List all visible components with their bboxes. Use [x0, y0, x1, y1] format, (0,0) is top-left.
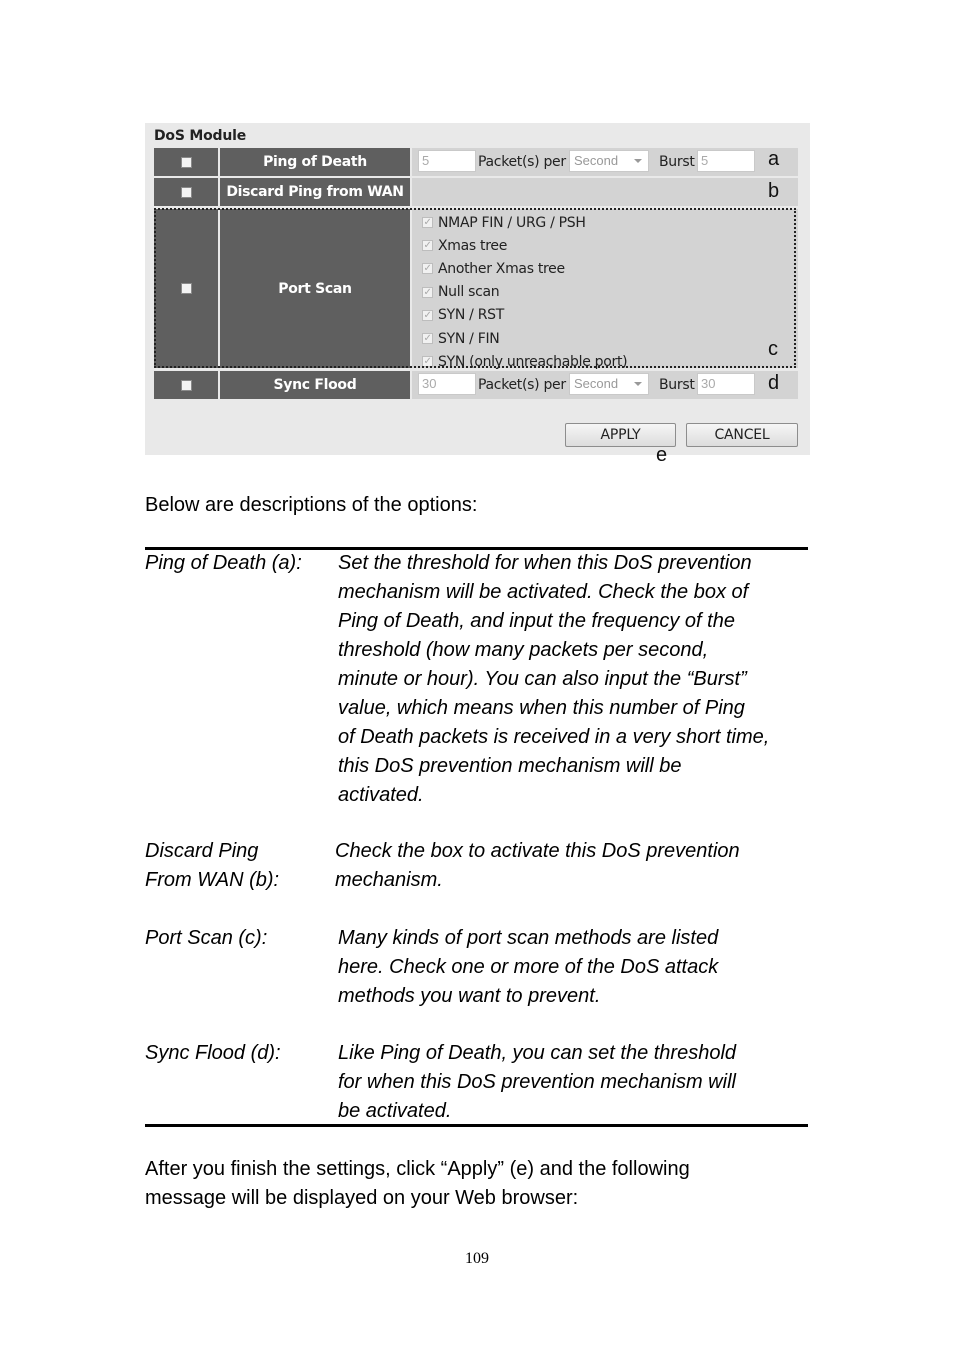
check-icon: ✓ — [423, 356, 432, 368]
port-scan-checkbox[interactable] — [181, 283, 192, 294]
outro-text: After you finish the settings, click “Apply” (e) and the following message will be displayed on your Web browser: — [145, 1158, 690, 1209]
term-discard-ping: Discard Ping From WAN (b): — [145, 840, 280, 891]
row-sync-flood — [154, 371, 798, 399]
ping-unit-select[interactable]: Second — [569, 150, 649, 172]
desc-ping-of-death: Set the threshold for when this DoS prevention mechanism will be activated. Check the box of Ping of Death, and input the frequency of the threshold (how many packets per second, minute or hour). You can also input the “Burst” value, which means when this number of Ping of Death packets is received in a very short time, this DoS prevention mechanism will be activated. — [338, 552, 770, 806]
sync-burst-label: Burst — [659, 377, 695, 393]
scan-option[interactable]: ✓ SYN / RST — [423, 307, 504, 324]
term-port-scan: Port Scan (c): — [145, 927, 268, 949]
check-icon: ✓ — [423, 263, 432, 275]
sync-packets-input[interactable]: 30 — [418, 373, 476, 395]
check-icon: ✓ — [423, 309, 432, 321]
scan-option[interactable]: ✓ Null scan — [423, 284, 500, 301]
discard-ping-label: Discard Ping from WAN — [220, 178, 410, 206]
desc-port-scan: Many kinds of port scan methods are listed here. Check one or more of the DoS attack methods you want to prevent. — [338, 927, 719, 1007]
ping-of-death-checkbox[interactable] — [181, 157, 192, 168]
cancel-button[interactable]: CANCEL — [686, 423, 798, 447]
ping-per-label: Packet(s) per — [478, 154, 566, 170]
intro-text: Below are descriptions of the options: — [145, 494, 478, 516]
page-number: 109 — [465, 1250, 489, 1267]
ping-packets-input[interactable]: 5 — [418, 150, 476, 172]
ping-burst-label: Burst — [659, 154, 695, 170]
sync-flood-label: Sync Flood — [220, 371, 410, 399]
row-discard-ping — [154, 178, 798, 206]
row-ping-of-death — [154, 148, 798, 176]
check-icon: ✓ — [423, 217, 432, 229]
scan-option[interactable]: ✓ SYN (only unreachable port) — [423, 353, 628, 370]
sync-per-label: Packet(s) per — [478, 377, 566, 393]
callout-c: c — [768, 338, 778, 360]
scan-option[interactable]: ✓ Another Xmas tree — [423, 260, 565, 277]
ping-of-death-label: Ping of Death — [220, 148, 410, 176]
dos-module-panel — [145, 123, 810, 466]
sync-burst-input[interactable]: 30 — [697, 373, 755, 395]
term-sync-flood: Sync Flood (d): — [145, 1042, 281, 1064]
scan-option[interactable]: ✓ SYN / FIN — [423, 330, 500, 347]
ping-burst-input[interactable]: 5 — [697, 150, 755, 172]
desc-discard-ping: Check the box to activate this DoS prevention mechanism. — [335, 840, 740, 891]
check-icon: ✓ — [423, 286, 432, 298]
discard-ping-checkbox[interactable] — [181, 187, 192, 198]
port-scan-options — [422, 211, 627, 373]
scan-option[interactable]: ✓ NMAP FIN / URG / PSH — [423, 214, 586, 231]
row-port-scan — [154, 209, 798, 368]
apply-button[interactable]: APPLY — [565, 423, 676, 447]
table-bottom-rule — [145, 1124, 808, 1127]
panel-title: DoS Module — [154, 128, 247, 144]
chevron-down-icon — [634, 159, 642, 163]
sync-flood-checkbox[interactable] — [181, 380, 192, 391]
callout-d: d — [768, 372, 780, 394]
desc-sync-flood: Like Ping of Death, you can set the threshold for when this DoS prevention mechanism will be activated. — [338, 1042, 737, 1122]
check-icon: ✓ — [423, 333, 432, 345]
sync-unit-select[interactable]: Second — [569, 373, 649, 395]
scan-option[interactable]: ✓ Xmas tree — [423, 237, 508, 254]
callout-e: e — [656, 444, 668, 466]
callout-b: b — [768, 180, 780, 202]
check-icon: ✓ — [423, 240, 432, 252]
chevron-down-icon — [634, 382, 642, 386]
callout-a: a — [768, 148, 780, 170]
port-scan-label: Port Scan — [220, 209, 410, 368]
term-ping-of-death: Ping of Death (a): — [145, 552, 302, 574]
